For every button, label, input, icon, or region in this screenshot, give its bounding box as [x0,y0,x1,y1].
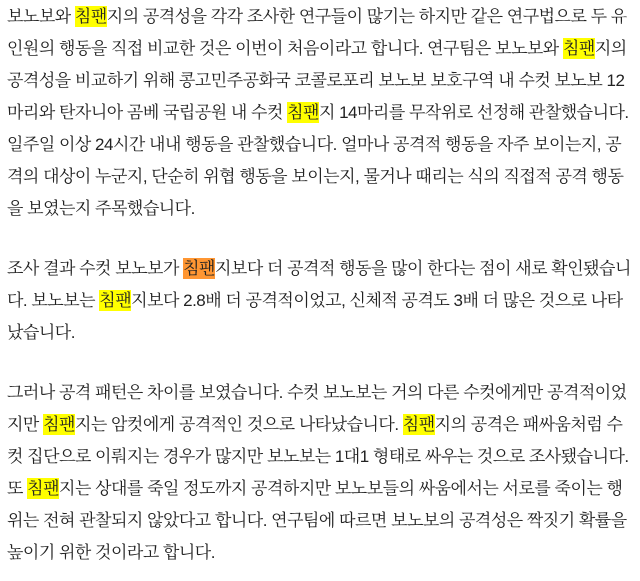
article-text: 보노보와 [7,7,75,26]
find-match-highlight: 침팬 [99,291,132,310]
article-text: 지 14마리를 무작위로 선정해 관찰했습니다. 일주일 이상 24시간 내내 행동을 관찰했습니다. 얼마나 공격적 행동을 자주 보이는지, 공격의 대상이 누군지, 단순히 위협 행동을 보이는지, 물거나 때리는 식의 직접적 공격 행동을 보였는지 주목했습니다. [7,103,629,218]
find-active-match-highlight: 침팬 [183,259,215,278]
find-match-highlight: 침팬 [43,415,75,434]
article-text: 지는 암컷에게 공격적인 것으로 나타났습니다. [74,415,403,434]
article-paragraph [7,377,633,569]
article-text: 지의 공격성을 각각 조사한 연구들이 많기는 하지만 같은 연구법으로 두 유인원의 행동을 직접 비교한 것은 이번이 처음이라고 합니다. 연구팀은 보노보와 [7,7,627,58]
article-text: 지의 공격성을 비교하기 위해 콩고민주공화국 코콜로포리 보노보 보호구역 내 수컷 보노보 12마리와 탄자니아 곰베 국립공원 내 수컷 [7,39,627,122]
find-match-highlight: 침팬 [74,7,107,26]
article-text: 지보다 더 공격적 행동을 많이 한다는 점이 새로 확인됐습니다. 보노보는 [7,259,631,310]
article-text: 조사 결과 수컷 보노보가 [7,259,184,278]
article-paragraph [7,1,633,225]
article-text: 지의 공격은 패싸움처럼 수컷 집단으로 이뤄지는 경우가 많지만 보노보는 1대1 형태로 싸우는 것으로 조사됐습니다. 또 [7,415,629,498]
article-text: 지는 상대를 죽일 정도까지 공격하지만 보노보들의 싸움에서는 서로를 죽이는 행위는 전혀 관찰되지 않았다고 합니다. 연구팀에 따르면 보노보의 공격성은 짝짓기 확률을 높이기 위한 것이라고 합니다. [7,479,627,562]
find-match-highlight: 침팬 [27,479,60,498]
article-paragraphs [7,1,633,569]
find-match-highlight: 침팬 [287,103,319,122]
find-match-highlight: 침팬 [402,415,435,434]
article-paragraph [7,253,633,349]
article-text: 그러나 공격 패턴은 차이를 보였습니다. 수컷 보노보는 거의 다른 수컷에게만 공격적이었지만 [7,383,627,434]
find-match-highlight: 침팬 [562,39,595,58]
article-text: 지보다 2.8배 더 공격적이었고, 신체적 공격도 3배 더 많은 것으로 나타났습니다. [7,291,623,342]
